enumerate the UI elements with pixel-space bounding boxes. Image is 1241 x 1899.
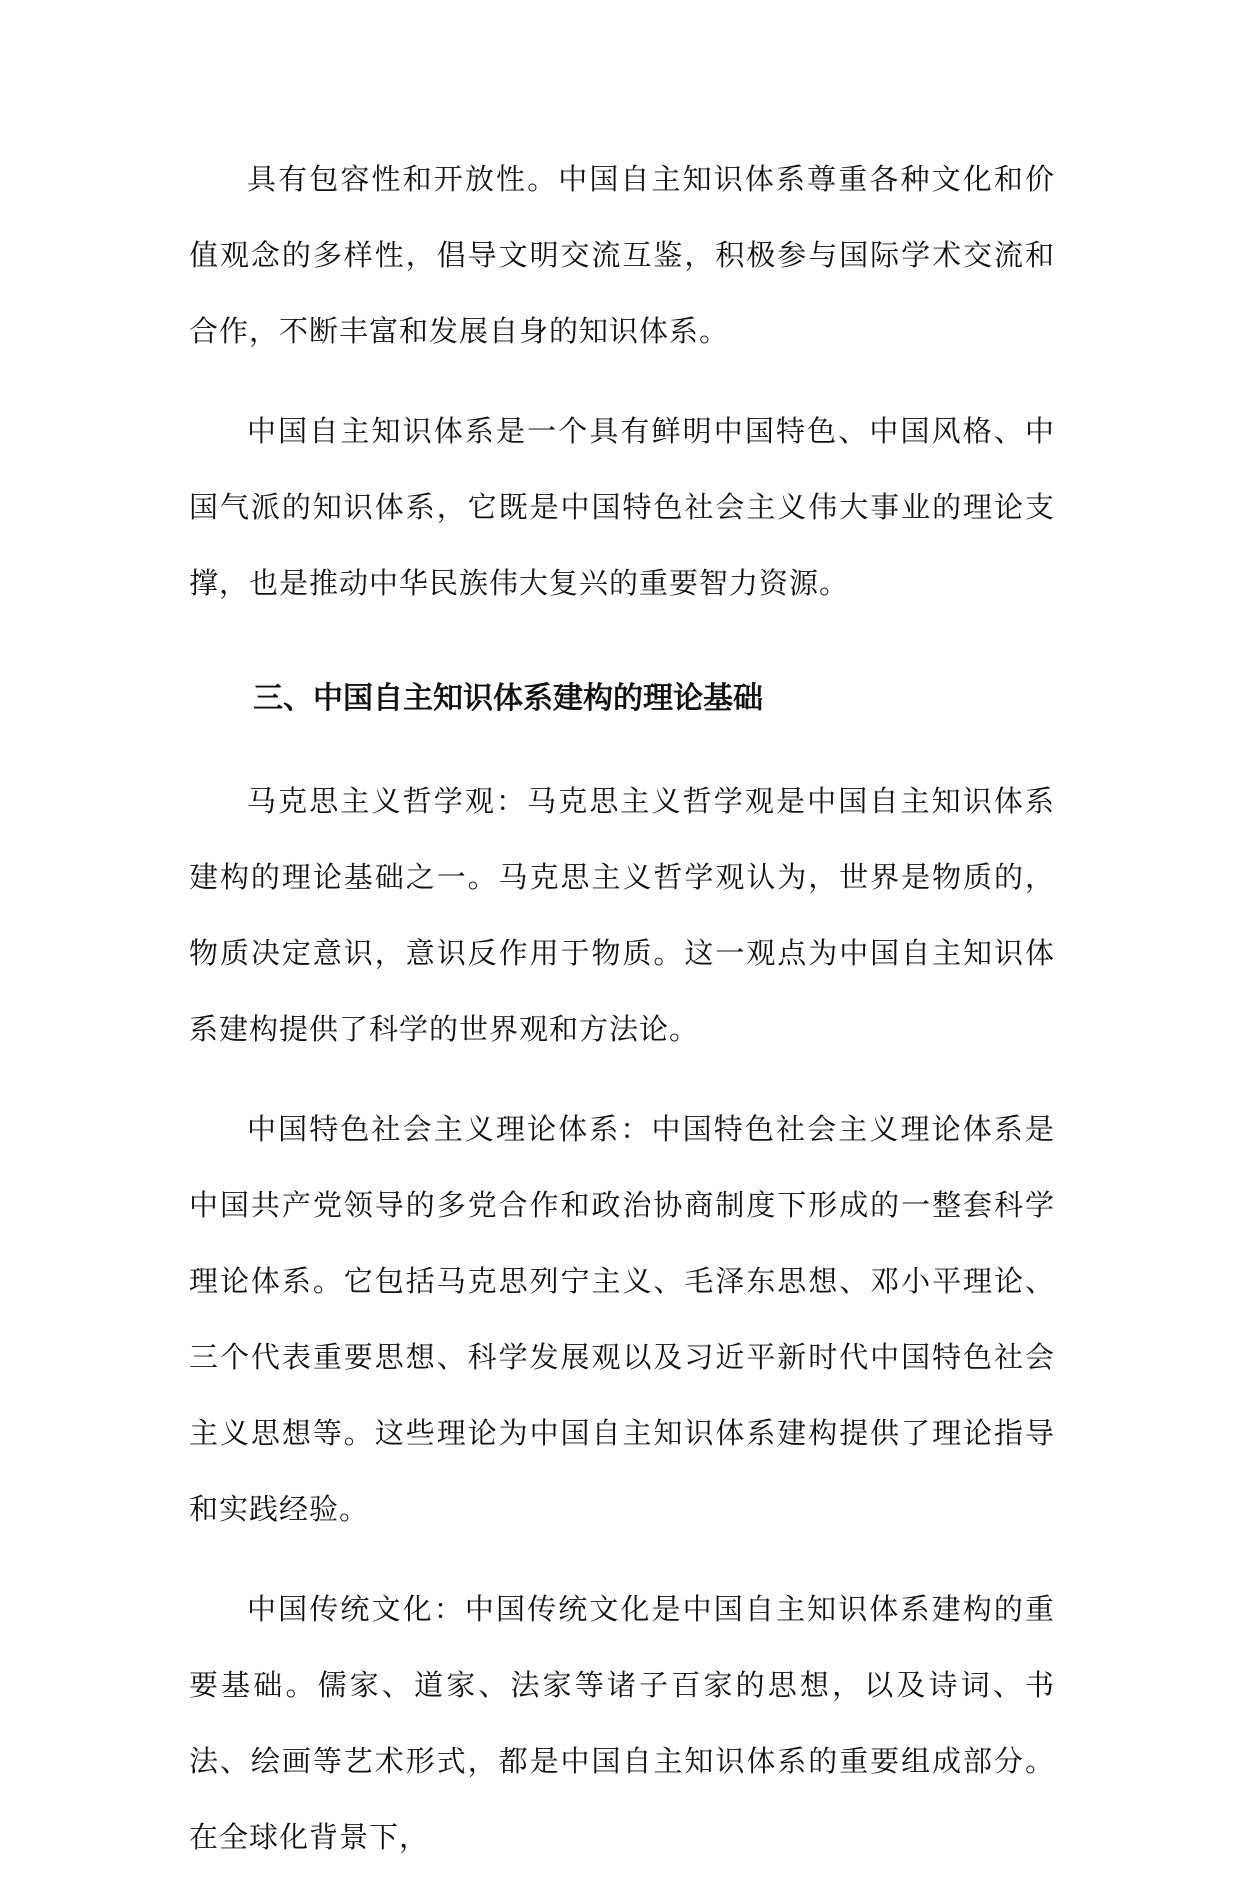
document-body	[189, 141, 1055, 1899]
body-paragraph: 中国自主知识体系是一个具有鲜明中国特色、中国风格、中国气派的知识体系，它既是中国特色社会主义伟大事业的理论支撑，也是推动中华民族伟大复兴的重要智力资源。	[189, 414, 1055, 600]
body-paragraph: 中国传统文化：中国传统文化是中国自主知识体系建构的重要基础。儒家、道家、法家等诸子百家的思想，以及诗词、书法、绘画等艺术形式，都是中国自主知识体系的重要组成部分。在全球化背景下，	[189, 1592, 1055, 1854]
body-paragraph: 马克思主义哲学观：马克思主义哲学观是中国自主知识体系建构的理论基础之一。马克思主义哲学观认为，世界是物质的，物质决定意识，意识反作用于物质。这一观点为中国自主知识体系建构提供了科学的世界观和方法论。	[189, 784, 1055, 1046]
body-paragraph: 具有包容性和开放性。中国自主知识体系尊重各种文化和价值观念的多样性，倡导文明交流互鉴，积极参与国际学术交流和合作，不断丰富和发展自身的知识体系。	[189, 162, 1055, 348]
body-paragraph: 中国特色社会主义理论体系：中国特色社会主义理论体系是中国共产党领导的多党合作和政治协商制度下形成的一整套科学理论体系。它包括马克思列宁主义、毛泽东思想、邓小平理论、三个代表重要思想、科学发展观以及习近平新时代中国特色社会主义思想等。这些理论为中国自主知识体系建构提供了理论指导和实践经验。	[189, 1112, 1055, 1526]
section-heading: 三、中国自主知识体系建构的理论基础	[253, 681, 763, 716]
